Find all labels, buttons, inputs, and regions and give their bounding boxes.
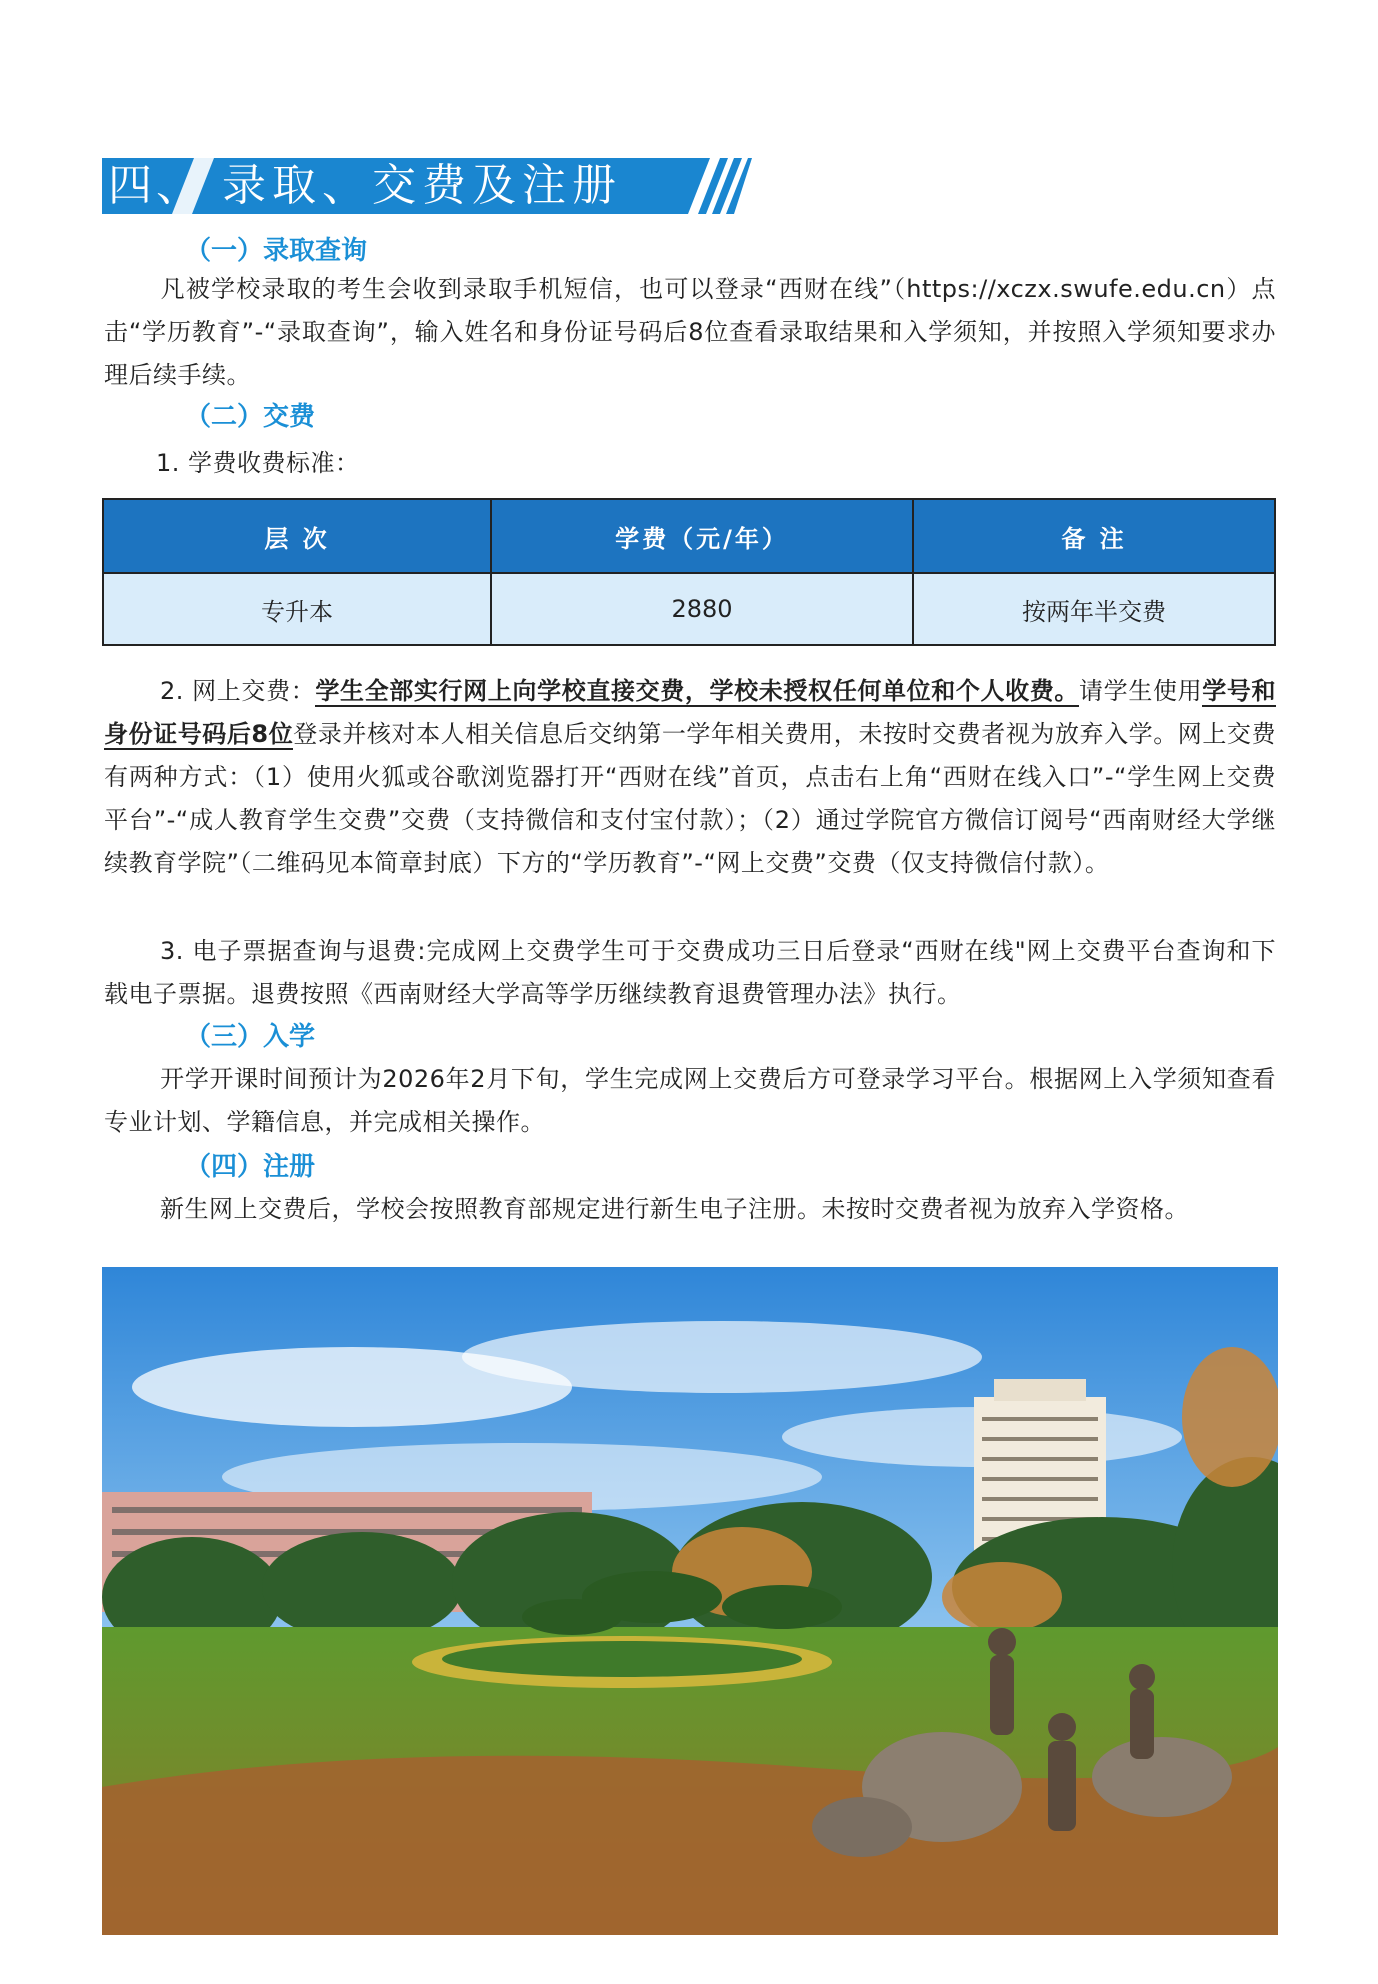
fee-table (102, 498, 1276, 646)
table-header-remark: 备 注 (913, 499, 1275, 573)
table-cell-fee: 2880 (491, 573, 913, 645)
campus-scene-illustration (102, 1267, 1278, 1935)
banner-title: 录取、交费及注册 (222, 160, 622, 211)
enrollment-text: 开学开课时间预计为2026年2月下旬，学生完成网上交费后方可登录学习平台。根据网上入学须知查看专业计划、学籍信息，并完成相关操作。 (104, 1065, 1276, 1136)
paragraph-registration (104, 1188, 1276, 1231)
online-lead: 2. 网上交费： (160, 677, 316, 705)
table-header-fee: 学费（元/年） (491, 499, 913, 573)
fee-standard-label: 1. 学费收费标准： (156, 449, 360, 477)
online-mid: 请学生使用 (1079, 677, 1203, 705)
table-cell-level: 专升本 (103, 573, 491, 645)
admission-text: 凡被学校录取的考生会收到录取手机短信，也可以登录“西财在线”（https://xczx.swufe.edu.cn）点击“学历教育”-“录取查询”，输入姓名和身份证号码后8位查看录取结果和入学须知，并按照入学须知要求办理后续手续。 (104, 275, 1276, 389)
heading-registration: （四）注册 (185, 1152, 316, 1182)
banner-number: 四、 (108, 160, 204, 211)
heading-enrollment: （三）入学 (185, 1022, 316, 1052)
heading-admission-query: （一）录取查询 (185, 236, 368, 266)
table-cell-remark: 按两年半交费 (913, 573, 1275, 645)
heading-fees: （二）交费 (185, 402, 316, 432)
table-row (103, 573, 1275, 645)
campus-photo (102, 1267, 1278, 1935)
table-header-level: 层 次 (103, 499, 491, 573)
registration-text: 新生网上交费后，学校会按照教育部规定进行新生电子注册。未按时交费者视为放弃入学资格。 (160, 1195, 1189, 1223)
paragraph-online-payment (104, 670, 1276, 885)
receipt-text: 3. 电子票据查询与退费:完成网上交费学生可于交费成功三日后登录“西财在线"网上交费平台查询和下载电子票据。退费按照《西南财经大学高等学历继续教育退费管理办法》执行。 (104, 937, 1276, 1008)
paragraph-admission (104, 268, 1276, 397)
online-bold-credentials: 学号和身份证号码后8位 (104, 677, 1277, 748)
paragraph-receipt-refund (104, 930, 1276, 1016)
section-banner (102, 158, 752, 214)
online-rest: 登录并核对本人相关信息后交纳第一学年相关费用，未按时交费者视为放弃入学。网上交费有两种方式：（1）使用火狐或谷歌浏览器打开“西财在线”首页，点击右上角“西财在线入口”-“学生网上交费平台”-“成人教育学生交费”交费（支持微信和支付宝付款）；（2）通过学院官方微信订阅号“西南财经大学继续教育学院”（二维码见本简章封底）下方的“学历教育”-“网上交费”交费（仅支持微信付款）。 (104, 720, 1276, 877)
paragraph-enrollment (104, 1058, 1276, 1144)
online-bold-notice: 学生全部实行网上向学校直接交费，学校未授权任何单位和个人收费。 (315, 677, 1080, 705)
